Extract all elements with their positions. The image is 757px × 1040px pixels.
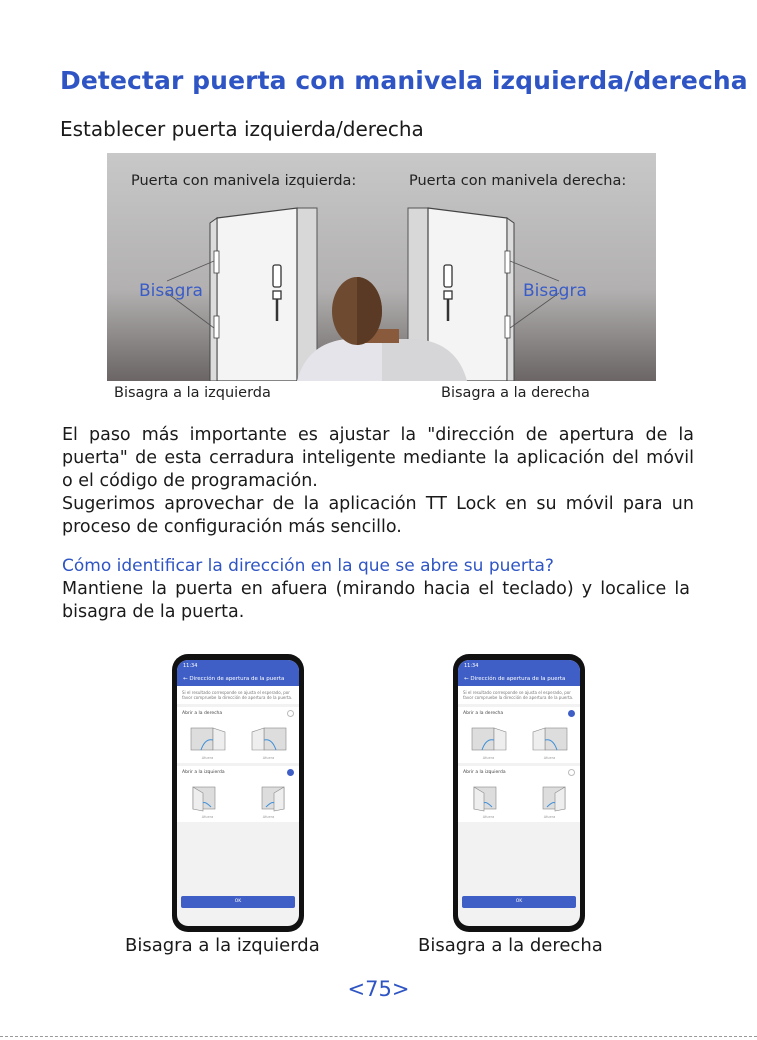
paragraph-2: Sugerimos aprovechar de la aplicación TT Lock en su móvil para un proceso de configuración más sencillo. <box>62 494 694 537</box>
lock-keypad-icon <box>273 265 281 287</box>
page-border <box>0 1036 757 1037</box>
back-arrow-icon[interactable]: ← <box>183 676 188 682</box>
instructions-text <box>62 424 694 539</box>
door-pics <box>458 779 580 815</box>
radio-icon[interactable] <box>287 710 294 717</box>
right-door-caption: Puerta con manivela derecha: <box>409 173 627 189</box>
status-bar: 11:34 <box>177 660 299 672</box>
radio-selected-icon[interactable] <box>287 769 294 776</box>
notice-text: Si el resultado corresponde se ajusta el esperado, por favor compruebe la dirección de apertura de la puerta. <box>458 686 580 704</box>
option-right[interactable]: Abrir a la derecha <box>177 707 299 720</box>
page-title: Detectar puerta con manivela izquierda/derecha <box>60 66 748 95</box>
phone-screen: 11:34 ← Dirección de apertura de la puerta Si el resultado corresponde se ajusta el esperado, por favor compruebe la dirección de apertura de la puerta. Abrir a la derecha Afuera Afuera Abrir a la izquierda Afuera Afuera OK <box>458 660 580 926</box>
left-phone-caption: Bisagra a la izquierda <box>125 935 320 956</box>
app-bar: ← Dirección de apertura de la puerta <box>458 672 580 686</box>
left-hinge-caption: Bisagra a la izquierda <box>114 385 271 401</box>
doors-drawing <box>107 153 656 381</box>
left-hinge-label: Bisagra <box>139 281 203 301</box>
right-hinge-caption: Bisagra a la derecha <box>441 385 590 401</box>
radio-selected-icon[interactable] <box>568 710 575 717</box>
door-pics <box>177 720 299 756</box>
phone-left <box>172 654 304 932</box>
option-left[interactable]: Abrir a la izquierda <box>177 766 299 779</box>
status-bar: 11:34 <box>458 660 580 672</box>
back-arrow-icon[interactable]: ← <box>464 676 469 682</box>
page-number: <75> <box>347 977 410 1001</box>
question-heading: Cómo identificar la dirección en la que se abre su puerta? <box>62 556 554 576</box>
notice-text: Si el resultado corresponde se ajusta el esperado, por favor compruebe la dirección de apertura de la puerta. <box>177 686 299 704</box>
door-pics <box>177 779 299 815</box>
phone-right <box>453 654 585 932</box>
door-illustration <box>107 153 656 381</box>
option-right[interactable]: Abrir a la derecha <box>458 707 580 720</box>
right-hinge-label: Bisagra <box>523 281 587 301</box>
door-pics <box>458 720 580 756</box>
option-left[interactable]: Abrir a la izquierda <box>458 766 580 779</box>
section-subtitle: Establecer puerta izquierda/derecha <box>60 117 424 141</box>
left-door-caption: Puerta con manivela izquierda: <box>131 173 357 189</box>
phone-screen: 11:34 ← Dirección de apertura de la puerta Si el resultado corresponde se ajusta el esperado, por favor compruebe la dirección de apertura de la puerta. Abrir a la derecha Afuera Afuera Abrir a la izquierda Afuera Afuera OK <box>177 660 299 926</box>
ok-button[interactable]: OK <box>462 896 576 908</box>
right-phone-caption: Bisagra a la derecha <box>418 935 603 956</box>
app-bar: ← Dirección de apertura de la puerta <box>177 672 299 686</box>
answer-text: Mantiene la puerta en afuera (mirando hacia el teclado) y localice la bisagra de la puerta. <box>62 579 690 622</box>
radio-icon[interactable] <box>568 769 575 776</box>
paragraph-1: El paso más importante es ajustar la "dirección de apertura de la puerta" de esta cerradura inteligente mediante la aplicación del móvil o el código de programación. <box>62 425 694 491</box>
ok-button[interactable]: OK <box>181 896 295 908</box>
